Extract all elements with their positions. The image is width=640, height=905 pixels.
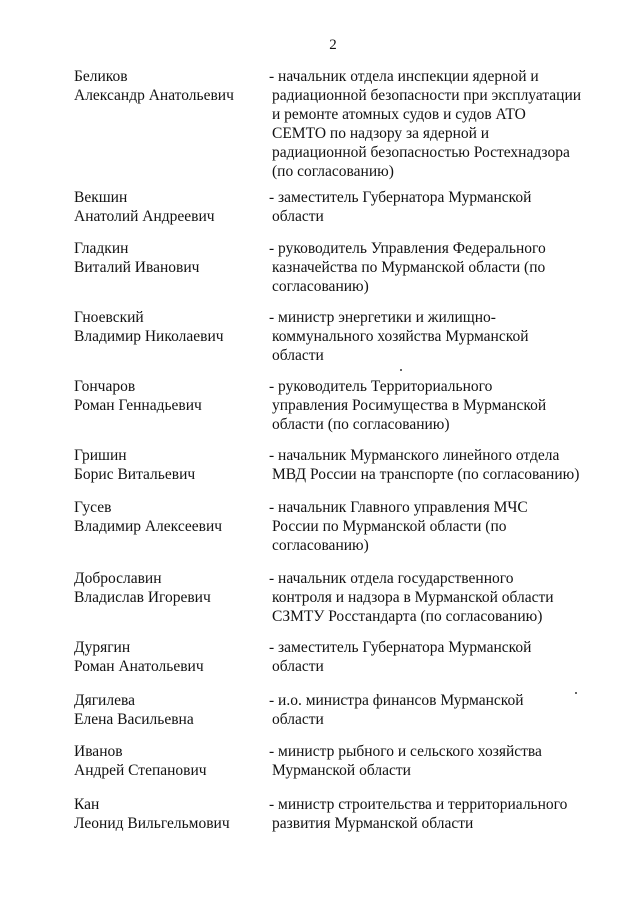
role-line: Мурманской области xyxy=(272,762,411,779)
member-name xyxy=(74,67,254,105)
role-line: контроля и надзора в Мурманской области xyxy=(272,589,554,606)
role-line: - руководитель Управления Федерального xyxy=(269,240,546,257)
role-line: казначейства по Мурманской области (по xyxy=(272,259,546,276)
role-line: - начальник Главного управления МЧС xyxy=(269,499,528,516)
member-role xyxy=(269,795,589,833)
role-line: МВД России на транспорте (по согласованию) xyxy=(272,466,580,483)
member-given-names: Владислав Игоревич xyxy=(74,589,211,606)
member-given-names: Владимир Николаевич xyxy=(74,328,224,345)
member-given-names: Андрей Степанович xyxy=(74,762,207,779)
role-line: - заместитель Губернатора Мурманской xyxy=(269,639,532,656)
member-given-names: Роман Анатольевич xyxy=(74,658,204,675)
role-line: развития Мурманской области xyxy=(272,815,474,832)
member-surname: Гноевский xyxy=(74,309,144,326)
scan-speck xyxy=(400,369,402,371)
role-line: области xyxy=(272,208,324,225)
role-line: согласованию) xyxy=(272,537,369,554)
member-surname: Гончаров xyxy=(74,378,136,395)
role-line: радиационной безопасностью Ростехнадзора xyxy=(272,144,570,161)
member-surname: Векшин xyxy=(74,189,128,206)
member-given-names: Борис Витальевич xyxy=(74,466,196,483)
member-role xyxy=(269,638,589,676)
role-line: - министр рыбного и сельского хозяйства xyxy=(269,743,542,760)
role-line: России по Мурманской области (по xyxy=(272,518,507,535)
member-surname: Гладкин xyxy=(74,240,129,257)
member-surname: Гришин xyxy=(74,447,127,464)
member-name xyxy=(74,188,254,226)
role-line: - руководитель Территориального xyxy=(269,378,493,395)
role-line: - начальник отдела инспекции ядерной и xyxy=(269,68,539,85)
role-line: - министр энергетики и жилищно- xyxy=(269,309,496,326)
member-name xyxy=(74,795,254,833)
member-role xyxy=(269,308,589,365)
role-line: - министр строительства и территориального xyxy=(269,796,568,813)
role-line: коммунального хозяйства Мурманской xyxy=(272,328,529,345)
role-line: области xyxy=(272,658,324,675)
member-role xyxy=(269,188,589,226)
member-name xyxy=(74,377,254,415)
member-given-names: Виталий Иванович xyxy=(74,259,200,276)
member-surname: Кан xyxy=(74,796,100,813)
member-name xyxy=(74,742,254,780)
role-line: управления Росимущества в Мурманской xyxy=(272,397,547,414)
role-line: СЕМТО по надзору за ядерной и xyxy=(272,125,490,142)
member-role xyxy=(269,569,589,626)
member-name xyxy=(74,308,254,346)
member-name xyxy=(74,446,254,484)
member-given-names: Елена Васильевна xyxy=(74,711,194,728)
role-line: радиационной безопасности при эксплуатации xyxy=(272,87,582,104)
role-line: (по согласованию) xyxy=(272,163,394,180)
role-line: СЗМТУ Росстандарта (по согласованию) xyxy=(272,608,543,625)
member-role xyxy=(269,239,589,296)
member-surname: Дягилева xyxy=(74,692,135,709)
member-given-names: Александр Анатольевич xyxy=(74,87,234,104)
member-name xyxy=(74,569,254,607)
scan-speck xyxy=(575,692,577,694)
role-line: области xyxy=(272,347,324,364)
member-role xyxy=(269,446,589,484)
member-role xyxy=(269,377,589,434)
member-surname: Гусев xyxy=(74,499,112,516)
role-line: области xyxy=(272,711,324,728)
role-line: - начальник Мурманского линейного отдела xyxy=(269,447,560,464)
member-given-names: Леонид Вильгельмович xyxy=(74,815,230,832)
member-surname: Беликов xyxy=(74,68,128,85)
member-given-names: Анатолий Андреевич xyxy=(74,208,215,225)
member-surname: Дурягин xyxy=(74,639,131,656)
role-line: - и.о. министра финансов Мурманской xyxy=(269,692,524,709)
member-name xyxy=(74,638,254,676)
member-given-names: Роман Геннадьевич xyxy=(74,397,202,414)
role-line: - начальник отдела государственного xyxy=(269,570,514,587)
member-name xyxy=(74,691,254,729)
role-line: согласованию) xyxy=(272,278,369,295)
member-given-names: Владимир Алексеевич xyxy=(74,518,223,535)
page-number: 2 xyxy=(329,37,337,53)
member-name xyxy=(74,498,254,536)
member-role xyxy=(269,498,589,555)
member-role xyxy=(269,742,589,780)
member-surname: Доброславин xyxy=(74,570,162,587)
member-role xyxy=(269,67,589,181)
member-surname: Иванов xyxy=(74,743,123,760)
member-name xyxy=(74,239,254,277)
member-role xyxy=(269,691,589,729)
role-line: и ремонте атомных судов и судов АТО xyxy=(272,106,526,123)
role-line: - заместитель Губернатора Мурманской xyxy=(269,189,532,206)
role-line: области (по согласованию) xyxy=(272,416,450,433)
